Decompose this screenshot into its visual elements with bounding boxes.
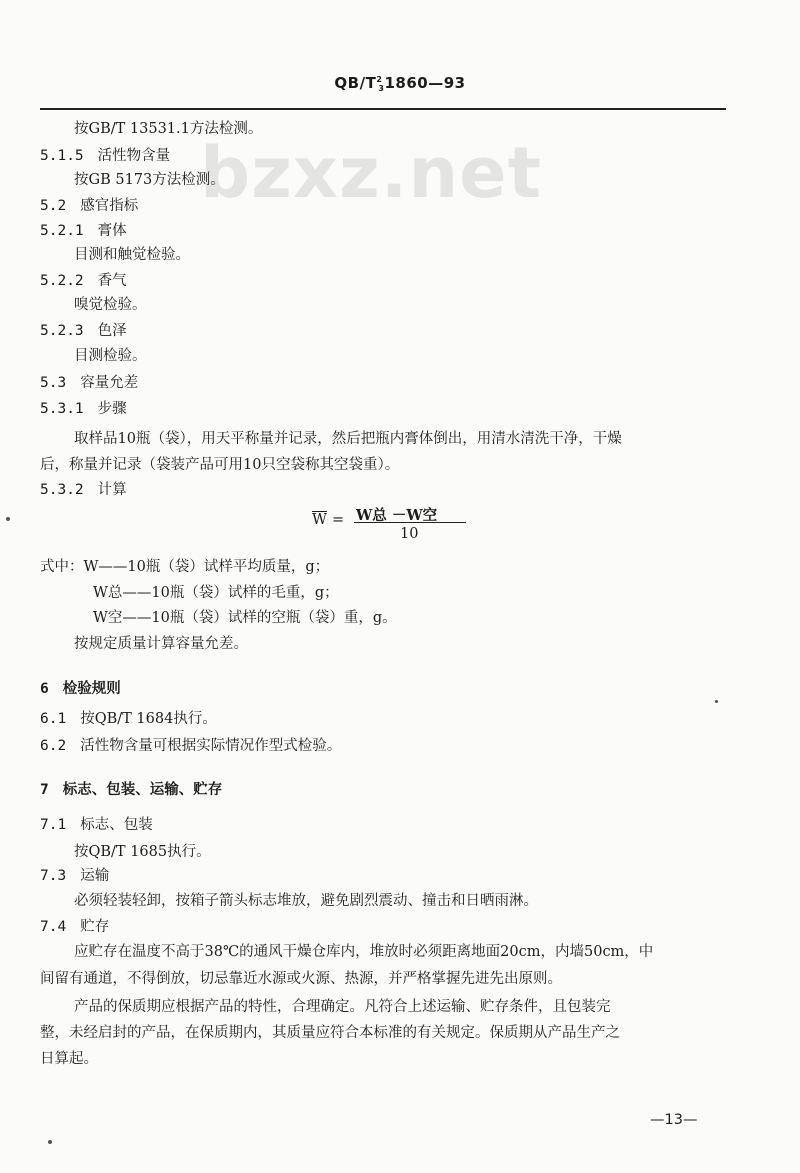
- section-heading: [40, 869, 109, 884]
- body-text-line: [93, 586, 339, 601]
- section-heading: [40, 376, 138, 391]
- section-number: 6: [40, 681, 49, 697]
- formula-denominator: 10: [400, 526, 419, 542]
- body-text-line: [74, 122, 262, 137]
- section-number: 7: [40, 782, 49, 798]
- line-text: 膏体: [97, 223, 127, 239]
- scan-speck: [6, 517, 10, 521]
- line-text: 必须轻装轻卸，按箱子箭头标志堆放，避免剧烈震动、撞击和日晒雨淋。: [74, 893, 538, 909]
- body-text-line: [74, 845, 211, 860]
- line-text: W空——10瓶（袋）试样的空瓶（袋）重，g。: [93, 610, 397, 626]
- line-text: 运输: [80, 868, 110, 884]
- section-number: 5.3.1: [40, 401, 84, 417]
- formula-fraction-bar: [354, 522, 466, 523]
- line-text: 按QB/T 1684执行。: [80, 711, 217, 727]
- section-heading: [40, 682, 121, 697]
- section-heading: [40, 483, 127, 498]
- standard-suffix: 1860—93: [384, 74, 466, 92]
- body-text-line: [74, 248, 190, 263]
- section-number: 5.2.2: [40, 273, 84, 289]
- body-text-line: [74, 1000, 611, 1015]
- line-text: 标志、包装: [80, 817, 153, 833]
- line-text: 整，未经启封的产品，在保质期内，其质量应符合本标准的有关规定。保质期从产品生产之: [40, 1025, 620, 1041]
- line-text: 日算起。: [40, 1051, 98, 1067]
- section-number: 7.4: [40, 919, 67, 935]
- standard-superscript: 2: [376, 75, 383, 84]
- section-number: 5.1.5: [40, 148, 84, 164]
- line-text: 后，称量并记录（袋装产品可用10只空袋称其空袋重）。: [40, 457, 400, 473]
- standard-subscript: 3: [378, 84, 385, 93]
- line-text: 容量允差: [80, 375, 139, 391]
- section-heading: [40, 199, 138, 214]
- section-number: 6.1: [40, 711, 67, 727]
- section-number: 5.2: [40, 198, 67, 214]
- line-text: 活性物含量: [97, 148, 171, 164]
- standard-prefix: QB/T: [334, 74, 377, 92]
- body-text-line: [40, 1026, 620, 1041]
- line-text: W总——10瓶（袋）试样的毛重，g；: [93, 585, 339, 601]
- section-heading: [40, 818, 153, 833]
- line-text: 活性物含量可根据实际情况作型式检验。: [80, 738, 342, 754]
- body-text-line: [74, 945, 653, 960]
- section-heading: [40, 712, 217, 727]
- formula-numerator: W总 －W空: [356, 507, 438, 524]
- body-text-line: [74, 298, 147, 313]
- line-text: 嗅觉检验。: [74, 297, 147, 313]
- line-text: 按GB/T 13531.1方法检测。: [74, 121, 263, 137]
- line-text: 标志、包装、运输、贮存: [62, 781, 223, 798]
- body-text-line: [74, 432, 622, 447]
- formula-lhs: $\overline{W}$: [312, 512, 327, 528]
- section-heading: [40, 224, 127, 239]
- page-number: —13—: [650, 1112, 698, 1128]
- section-number: 5.3.2: [40, 482, 84, 498]
- line-text: 按GB 5173方法检测。: [74, 172, 225, 188]
- line-text: 目测检验。: [74, 348, 147, 364]
- line-text: 感官指标: [80, 198, 139, 214]
- standard-header: [0, 74, 800, 93]
- section-heading: [40, 324, 127, 339]
- section-number: 5.2.3: [40, 323, 84, 339]
- line-text: 产品的保质期应根据产品的特性，合理确定。凡符合上述运输、贮存条件，且包装完: [74, 999, 611, 1015]
- line-text: 步骤: [97, 401, 127, 417]
- watermark: bzxz.net: [200, 132, 543, 214]
- body-text-line: [40, 972, 562, 987]
- section-number: 5.3: [40, 375, 67, 391]
- line-text: 色泽: [97, 323, 127, 339]
- formula-equals: =: [332, 512, 345, 528]
- line-text: 计算: [97, 482, 127, 498]
- line-text: 目测和触觉检验。: [74, 247, 190, 263]
- body-text-line: [74, 637, 248, 652]
- body-text-line: [40, 560, 329, 575]
- line-text: 取样品10瓶（袋），用天平称量并记录，然后把瓶内膏体倒出，用清水清洗干净，干燥: [74, 431, 622, 447]
- body-text-line: [40, 1052, 98, 1067]
- section-heading: [40, 274, 127, 289]
- line-text: 按规定质量计算容量允差。: [74, 636, 248, 652]
- section-heading: [40, 149, 170, 164]
- section-heading: [40, 402, 127, 417]
- section-heading: [40, 739, 341, 754]
- body-text-line: [74, 894, 538, 909]
- body-text-line: [93, 611, 397, 626]
- section-heading: [40, 783, 222, 798]
- line-text: 贮存: [80, 919, 110, 935]
- line-text: 间留有通道，不得倒放，切忌靠近水源或火源、热源，并严格掌握先进先出原则。: [40, 971, 562, 987]
- scan-speck: [48, 1140, 52, 1144]
- section-number: 6.2: [40, 738, 67, 754]
- body-text-line: [74, 173, 225, 188]
- section-number: 7.1: [40, 817, 67, 833]
- line-text: 式中：W——10瓶（袋）试样平均质量，g；: [40, 559, 330, 575]
- line-text: 应贮存在温度不高于38℃的通风干燥仓库内，堆放时必须距离地面20cm，内墙50cm，中: [74, 944, 654, 960]
- line-text: 香气: [97, 273, 127, 289]
- line-text: 检验规则: [62, 680, 121, 697]
- scan-speck: [715, 700, 718, 703]
- section-heading: [40, 920, 109, 935]
- section-number: 7.3: [40, 868, 67, 884]
- body-text-line: [40, 458, 399, 473]
- line-text: 按QB/T 1685执行。: [74, 844, 211, 860]
- header-rule: [40, 108, 726, 110]
- section-number: 5.2.1: [40, 223, 84, 239]
- body-text-line: [74, 349, 147, 364]
